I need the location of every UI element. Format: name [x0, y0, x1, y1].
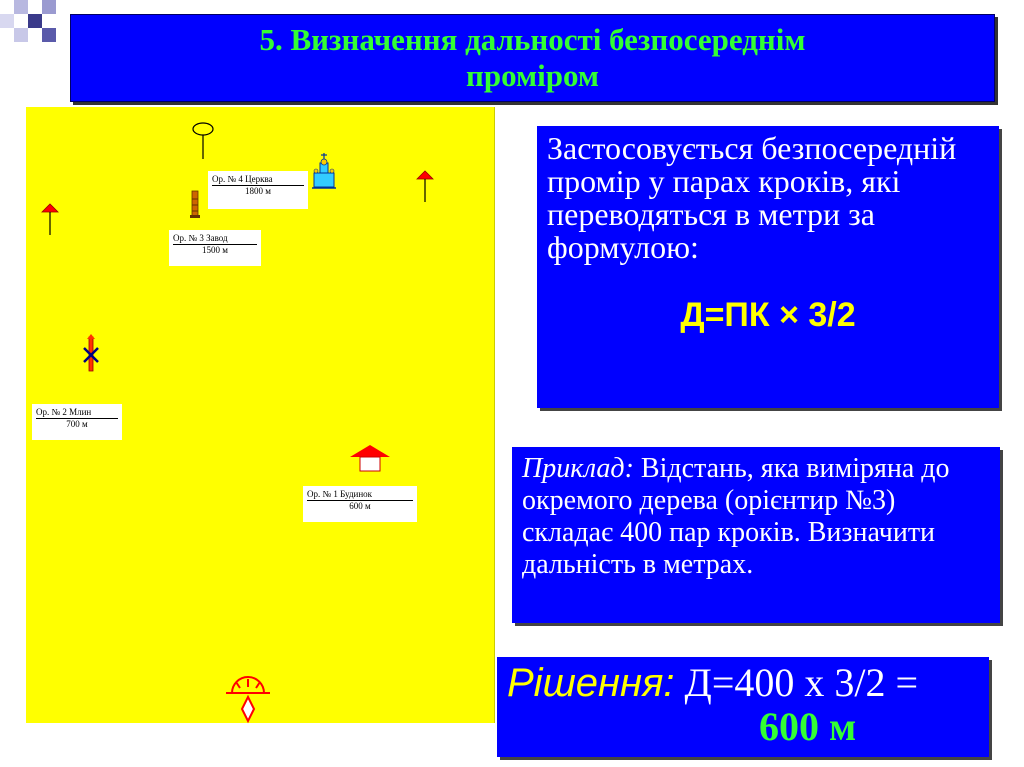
description-text: Застосовується безпосередній промір у парах кроків, які переводяться в метри за формулою:: [547, 130, 957, 265]
corner-decoration: [14, 0, 28, 14]
landmark-distance: 1500 м: [202, 245, 228, 255]
landmark-label-church: [208, 171, 308, 209]
corner-decoration: [42, 28, 56, 42]
landmark-label-house: [303, 486, 417, 522]
corner-decoration: [14, 28, 28, 42]
observer-icon: [222, 673, 274, 725]
landmark-distance: 700 м: [66, 419, 88, 429]
corner-decoration: [0, 14, 14, 28]
solution-box: [497, 657, 989, 757]
landmark-label-factory: [169, 230, 261, 266]
example-text: Відстань, яка виміряна до окремого дерева (орієнтир №3) складає 400 пар кроків. Визначити дальність в метрах.: [522, 453, 950, 580]
landmark-name: Ор. № 3 Завод: [173, 233, 257, 245]
solution-expression: Д=400 х 3/2 =: [674, 660, 919, 705]
example-box: [512, 447, 1000, 623]
landmark-name: Ор. № 2 Млин: [36, 407, 118, 419]
corner-decoration: [42, 0, 56, 14]
flag-icon: [40, 202, 60, 236]
landmark-label-windmill: [32, 404, 122, 440]
church-icon: [311, 151, 337, 191]
title-line-2: проміром: [465, 58, 599, 93]
factory-chimney-icon: [189, 187, 201, 219]
house-icon: [348, 443, 392, 473]
flag-icon: [415, 169, 435, 203]
description-box: [537, 126, 999, 408]
solution-label: Рішення:: [507, 661, 675, 705]
landmark-name: Ор. № 1 Будинок: [307, 489, 413, 501]
title-line-1: 5. Визначення дальності безпосереднім: [259, 22, 806, 57]
windmill-icon: [78, 333, 104, 373]
formula: Д=ПК × 3/2: [680, 296, 856, 334]
landmark-name: Ор. № 4 Церква: [212, 174, 304, 186]
landmark-distance: 1800 м: [245, 186, 271, 196]
corner-decoration: [28, 14, 42, 28]
example-label: Приклад:: [522, 453, 634, 484]
slide-title: [70, 14, 995, 102]
solution-line: [507, 661, 979, 705]
terrain-map: [26, 107, 495, 723]
landmark-distance: 600 м: [349, 501, 371, 511]
solution-result: 600 м: [759, 704, 857, 749]
tree-icon: [191, 121, 215, 161]
